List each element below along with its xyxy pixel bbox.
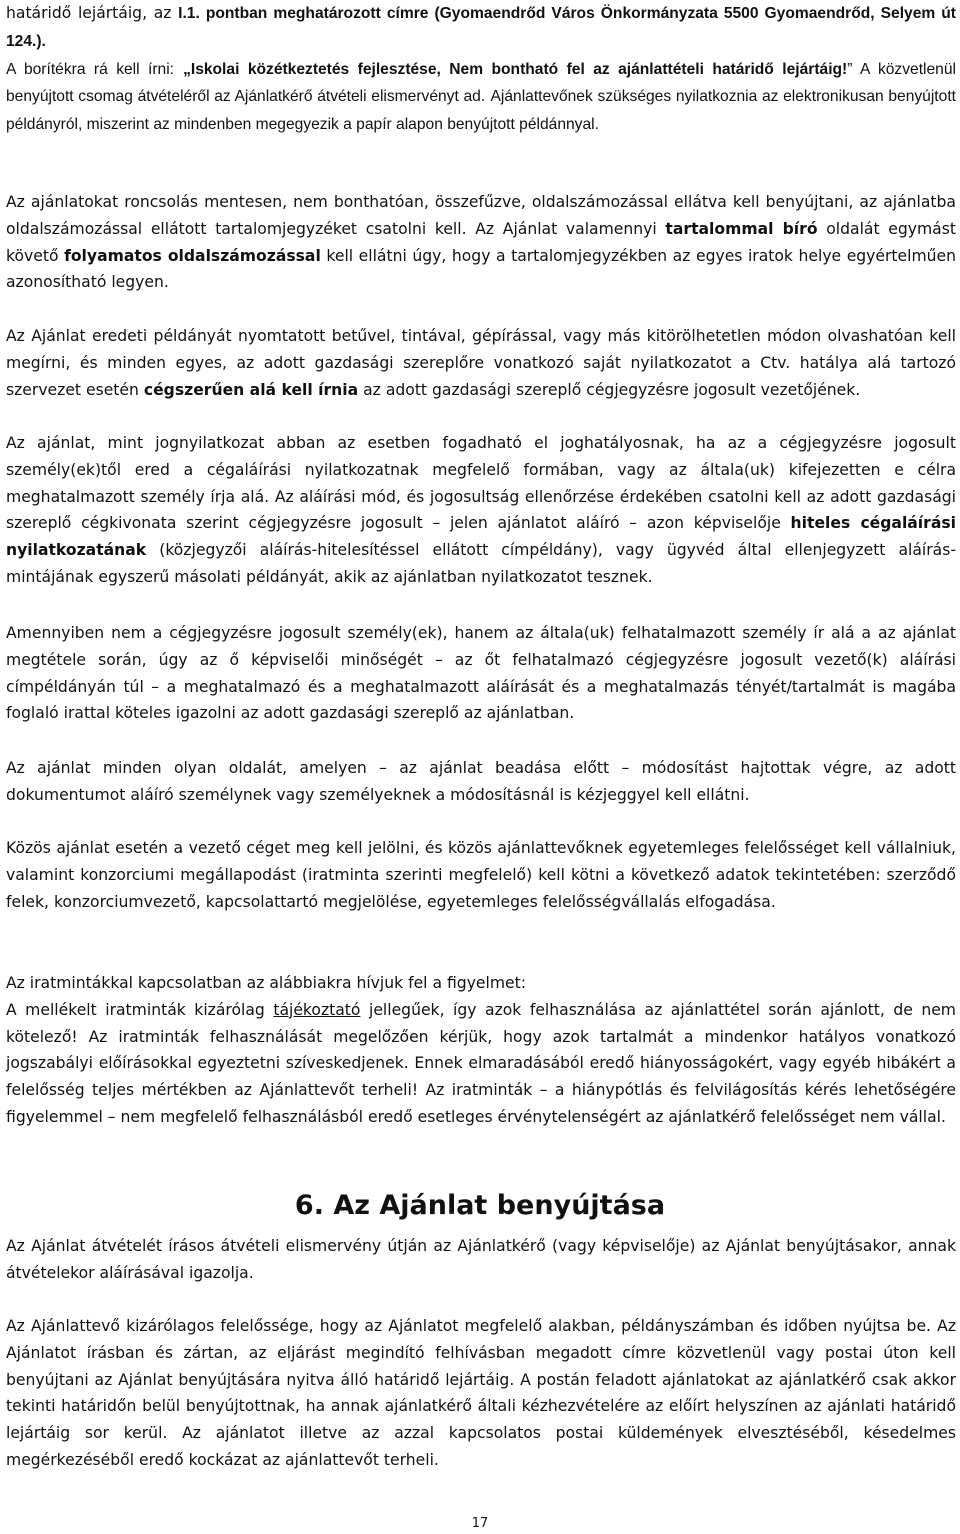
text-span: ” A közvetlenül benyújtott csomag átvételéről az Ajánlatkérő átvételi elismervényt ad. xyxy=(6,60,956,106)
text-span: Az iratmintákkal kapcsolatban az alábbiakra hívjuk fel a figyelmet: xyxy=(6,974,527,992)
paragraph-pagination xyxy=(6,189,956,296)
text-span: jellegűek, így azok felhasználása az ajánlattétel során ajánlott, de nem kötelező! Az iratminták felhasználását megelőzően kérjük, hogy azok tartalmát a mindenkor hatályos vonatkozó jogszabályi előírásokkal egyeztetni szíveskedjenek. Ennek elmaradásából eredő hiányosságokért, vagy egyéb hibákért a felelősség teljes mértékben az Ajánlattevőt terheli! Az iratminták – a hiánypótlás és felvilágosítás kérés lehetőségére figyelemmel – nem megfelelő felhasználásból eredő esetleges érvénytelenségért az ajánlatkérő felelősséget nem vállal. xyxy=(6,1000,956,1126)
section-heading: 6. Az Ajánlat benyújtása xyxy=(294,1190,666,1221)
paragraph-original-copy xyxy=(6,323,956,403)
text-span: A mellékelt iratminták kizárólag xyxy=(6,1000,265,1019)
bold-address: I.1. pontban meghatározott címre (Gyomaendrőd Város Önkormányzata 5500 Gyomaendrőd, Selyem út 124.). xyxy=(6,5,956,50)
underlined-word: tájékoztató xyxy=(273,1000,361,1019)
paragraph-authorized-person: Amennyiben nem a cégjegyzésre jogosult személy(ek), hanem az általa(uk) felhatalmazott személy ír alá a az ajánlat megtétele során, úgy az ő képviselői minőségét – az őt felhatalmazó cégjegyzésre jogosult vezető(k) aláírási címpéldányán túl – a meghatalmazó és a meghatalmazott aláírását és a meghatalmazás tényét/tartalmát is magába foglaló irattal köteles igazolni az adott gazdasági szereplő az ajánlatban. xyxy=(6,624,956,723)
paragraph-joint-bid: Közös ajánlat esetén a vezető céget meg kell jelölni, és közös ajánlattevőknek egyetemleges felelősséget kell vállalniuk, valamint konzorciumi megállapodást (iratminta szerinti megfelelő) kell kötni a következő adatok tekintetében: szerződő felek, konzorciumvezető, kapcsolattartó megjelölése, egyetemleges felelősségvállalás elfogadása. xyxy=(6,839,956,911)
text-span: A borítékra rá kell írni: xyxy=(6,60,175,78)
text-span: határidő lejártáig, az xyxy=(6,4,172,22)
text-span: oldalát egymást követő xyxy=(6,219,956,265)
bold-phrase: hiteles cégaláírási nyilatkozatának xyxy=(6,514,956,560)
paragraph-templates xyxy=(6,970,956,1131)
bold-phrase: tartalommal bíró xyxy=(665,219,818,238)
page-number: 17 xyxy=(471,1516,489,1531)
paragraph-legal-declaration xyxy=(6,430,956,591)
bold-phrase: cégszerűen alá kell írnia xyxy=(143,380,359,399)
paragraph-submission-address xyxy=(6,0,956,139)
bold-phrase: folyamatos oldalszámozással xyxy=(64,246,321,265)
text-span: Ajánlattevőnek szükséges nyilatkoznia az elektronikusan benyújtott példányról, miszerint az mindenben megegyezik a papír alapon benyújtott példánnyal. xyxy=(6,88,956,134)
paragraph-submission-responsibility: Az Ajánlattevő kizárólagos felelőssége, hogy az Ajánlatot megfelelő alakban, példányszámban és időben nyújtsa be. Az Ajánlatot írásban és zártan, az eljárást megindító felhívásban megadott címre közvetlenül vagy postai úton kell benyújtani az Ajánlat benyújtására nyitva álló határidő lejártáig. A postán feladott ajánlatokat az ajánlatkérő csak akkor tekinti határidőn belül benyújtottnak, ha annak ajánlatkérő általi kézhezvételére az előírt helyszínen az ajánlati határidő lejártáig sor kerül. Az ajánlatot illetve az azzal kapcsolatos postai küldemények elvesztéséből, késedelmes megérkezéséből eredő kockázat az ajánlattevőt terheli. xyxy=(6,1317,956,1469)
text-span: Az ajánlatokat roncsolás mentesen, nem bonthatóan, összefűzve, oldalszámozással ellátva kell benyújtani, az ajánlatba oldalszámozással ellátott tartalomjegyzéket csatolni kell. Az Ajánlat valamennyi xyxy=(6,193,956,238)
text-span: Az ajánlat, mint jognyilatkozat abban az esetben fogadható el joghatályosnak, ha az a cégjegyzésre jogosult személy(ek)től ered a cégaláírási nyilatkozatnak megfelelő formában, vagy az általa(uk) kifejezetten e célra meghatalmazott személy írja alá. Az aláírási mód, és jogosultság ellenőrzése érdekében csatolni kell az adott gazdasági szereplő cégkivonata szerint cégjegyzésre jogosult – jelen ajánlatot aláíró – azon képviselője xyxy=(6,434,956,533)
bold-envelope-label: „Iskolai közétkeztetés fejlesztése, Nem bontható fel az ajánlattételi határidő lejártáig! xyxy=(183,60,848,78)
text-span: kell ellátni úgy, hogy a tartalomjegyzékben az egyes iratok helye egyértelműen azonosítható legyen. xyxy=(6,246,957,292)
text-span: (közjegyzői aláírás-hitelesítéssel ellátott címpéldány), vagy ügyvéd által ellenjegyzett aláírás-mintájának egyszerű másolati példányát, akik az ajánlatban nyilatkozatot tesznek. xyxy=(6,541,956,586)
text-span: Az Ajánlat eredeti példányát nyomtatott betűvel, tintával, gépírással, vagy más kitörölhetetlen módon olvashatóan kell megírni, és minden egyes, az adott gazdasági szereplőre vonatkozó saját nyilatkozatot a Ctv. hatálya alá tartozó szervezet esetén xyxy=(6,327,956,399)
paragraph-receipt: Az Ajánlat átvételét írásos átvételi elismervény útján az Ajánlatkérő (vagy képviselője) az Ajánlat benyújtásakor, annak átvételekor aláírásával igazolja. xyxy=(6,1237,956,1282)
paragraph-modifications: Az ajánlat minden olyan oldalát, amelyen – az ajánlat beadása előtt – módosítást hajtottak végre, az adott dokumentumot aláíró személynek vagy személyeknek a módosításnál is kézjeggyel kell ellátni. xyxy=(6,759,956,804)
text-span: az adott gazdasági szereplő cégjegyzésre jogosult vezetőjének. xyxy=(363,380,861,399)
